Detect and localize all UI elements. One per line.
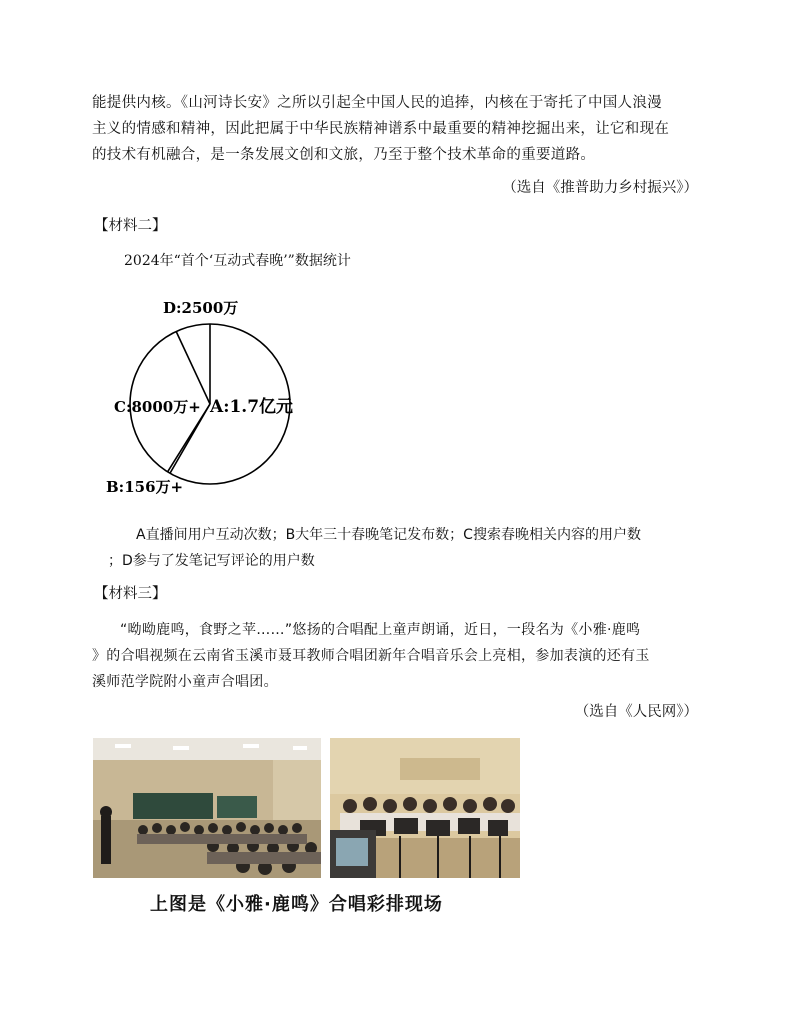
pie-label-b: B:156万+: [106, 478, 184, 496]
paragraph-line: 的技术有机融合，是一条发展文创和文旅，乃至于整个技术革命的重要道路。: [92, 147, 596, 163]
chart-legend: [108, 522, 708, 574]
rehearsal-photo-right: [330, 738, 520, 878]
material3-paragraph: [92, 617, 704, 695]
paragraph-line: 主义的情感和精神，因此把属于中华民族精神谱系中最重要的精神挖掘出来，让它和现在: [92, 121, 670, 137]
paragraph-line: 》的合唱视频在云南省玉溪市聂耳教师合唱团新年合唱音乐会上亮相，参加表演的还有玉: [92, 648, 650, 664]
paragraph-line: 能提供内核。《山河诗长安》之所以引起全中国人民的追捧，内核在于寄托了中国人浪漫: [92, 95, 662, 111]
paragraph-line: “呦呦鹿鸣，食野之苹……”悠扬的合唱配上童声朗诵，近日，一段名为《小雅·鹿鸣: [120, 622, 641, 638]
pie-label-d: D:2500万: [163, 299, 239, 317]
photo-caption: 上图是《小雅·鹿鸣》合唱彩排现场: [150, 894, 443, 915]
material1-source: （选自《推普助力乡村振兴》）: [502, 180, 698, 196]
chart-title: 2024年“首个‘互动式春晚’”数据统计: [124, 253, 351, 269]
pie-label-a: A:1.7亿元: [210, 397, 294, 417]
material3-heading: 【材料三】: [94, 586, 167, 602]
paragraph-line: 溪师范学院附小童声合唱团。: [92, 674, 278, 690]
material3-source: （选自《人民网》）: [574, 704, 698, 720]
legend-line: A直播间用户互动次数；B大年三十春晚笔记发布数；C搜索春晚相关内容的用户数: [136, 527, 641, 543]
rehearsal-photo-left: [93, 738, 321, 878]
pie-label-c: C:8000万+: [114, 398, 201, 416]
material2-heading: 【材料二】: [94, 218, 167, 234]
legend-line: ；D参与了发笔记写评论的用户数: [108, 553, 315, 569]
